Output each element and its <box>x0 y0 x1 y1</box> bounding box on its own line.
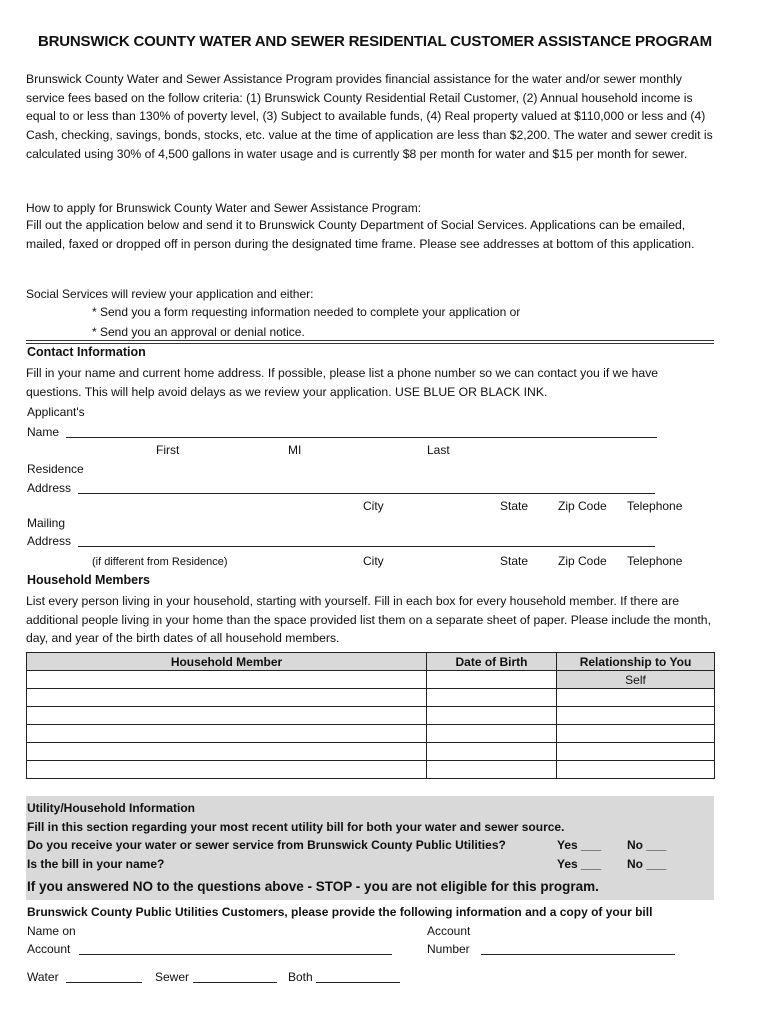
state-label: State <box>500 499 529 513</box>
dob-cell[interactable] <box>427 671 557 689</box>
name-on-account-field[interactable] <box>79 954 392 955</box>
dob-cell[interactable] <box>427 725 557 743</box>
page-title: BRUNSWICK COUNTY WATER AND SEWER RESIDENTIAL CUSTOMER ASSISTANCE PROGRAM <box>38 33 712 50</box>
utility-instruction: Fill in this section regarding your most recent utility bill for both your water and sewer source. <box>27 820 565 834</box>
relationship-cell[interactable] <box>557 743 715 761</box>
zip-label: Zip Code <box>558 499 607 513</box>
both-label: Both <box>288 970 313 984</box>
sewer-field[interactable] <box>193 982 277 983</box>
name-on-account-label: Account <box>27 942 71 956</box>
household-table <box>26 652 715 779</box>
how-to-heading: How to apply for Brunswick County Water and Sewer Assistance Program: <box>26 201 422 215</box>
member-cell[interactable] <box>27 707 427 725</box>
member-cell[interactable] <box>27 689 427 707</box>
zip-label: Zip Code <box>558 554 607 568</box>
divider <box>26 343 714 344</box>
mailing-label: Address <box>27 534 72 548</box>
column-header: Household Member <box>27 653 427 671</box>
relationship-cell[interactable] <box>557 761 715 779</box>
q2-no[interactable]: No ___ <box>627 857 667 871</box>
residence-label: Address <box>27 481 72 495</box>
member-cell[interactable] <box>27 761 427 779</box>
city-label: City <box>363 499 384 513</box>
table-row <box>27 689 715 707</box>
review-item-1: * Send you a form requesting information needed to complete your application or <box>92 305 521 319</box>
applicant-name-field[interactable] <box>66 437 657 438</box>
utility-heading: Utility/Household Information <box>27 801 195 815</box>
member-cell[interactable] <box>27 743 427 761</box>
residence-label: Residence <box>27 462 84 476</box>
relationship-cell: Self <box>557 671 715 689</box>
review-heading: Social Services will review your application and either: <box>26 287 314 301</box>
name-on-account-label: Name on <box>27 924 76 938</box>
stop-notice: If you answered NO to the questions above - STOP - you are not eligible for this program. <box>27 879 599 894</box>
household-text: List every person living in your household, starting with yourself. Fill in each box for every household member. If there are additional people living in your home than the space provided list them on a separate sheet of paper. Please include the month, day, and year of the birth dates of all household members. <box>26 594 711 646</box>
relationship-cell[interactable] <box>557 707 715 725</box>
account-number-label: Account <box>427 924 471 938</box>
column-header: Relationship to You <box>557 653 715 671</box>
mailing-note: (if different from Residence) <box>92 556 228 568</box>
water-label: Water <box>27 970 59 984</box>
intro-paragraph: Brunswick County Water and Sewer Assistance Program provides financial assistance for the water and/or sewer monthly service fees based on the follow criteria: (1) Brunswick County Residential Retail Customer, (2) Annual household income is equal to or less than 130% of poverty level, (3) Subject to available funds, (4) Real property valued at $110,000 or less and (4) Cash, checking, savings, bonds, stocks, etc. value at the time of application are less than $2,200. The water and sewer credit is calculated using 30% of 4,500 gallons in water usage and is currently $8 per month for water and $15 per month for sewer. <box>26 72 713 161</box>
contact-text: Fill in your name and current home address. If possible, please list a phone number so we can contact you if we have questions. This will help avoid delays as we review your application. USE BLUE OR BLACK INK. <box>26 366 659 399</box>
table-row <box>27 761 715 779</box>
relationship-cell[interactable] <box>557 725 715 743</box>
account-number-label: Number <box>427 942 470 956</box>
dob-cell[interactable] <box>427 743 557 761</box>
telephone-label: Telephone <box>627 499 683 513</box>
review-item-2: * Send you an approval or denial notice. <box>92 325 305 339</box>
customers-heading: Brunswick County Public Utilities Customers, please provide the following information and a copy of your bill <box>27 905 653 919</box>
q1-yes[interactable]: Yes ___ <box>557 838 602 852</box>
table-row <box>27 725 715 743</box>
dob-cell[interactable] <box>427 689 557 707</box>
dob-cell[interactable] <box>427 761 557 779</box>
applicant-label: Applicant's <box>27 405 85 419</box>
utility-question-2: Is the bill in your name? <box>27 857 165 871</box>
telephone-label: Telephone <box>627 554 683 568</box>
applicant-label: Name <box>27 425 60 439</box>
household-heading: Household Members <box>27 573 150 587</box>
sewer-label: Sewer <box>155 970 190 984</box>
member-cell[interactable] <box>27 725 427 743</box>
divider <box>26 340 714 341</box>
q1-no[interactable]: No ___ <box>627 838 667 852</box>
contact-heading: Contact Information <box>27 345 146 359</box>
relationship-cell[interactable] <box>557 689 715 707</box>
both-field[interactable] <box>316 982 400 983</box>
table-row <box>27 671 715 689</box>
state-label: State <box>500 554 529 568</box>
table-row <box>27 707 715 725</box>
dob-cell[interactable] <box>427 707 557 725</box>
residence-address-field[interactable] <box>78 493 655 494</box>
table-row <box>27 743 715 761</box>
account-number-field[interactable] <box>481 954 675 955</box>
first-name-label: First <box>156 443 180 457</box>
mailing-address-field[interactable] <box>78 546 655 547</box>
utility-question-1: Do you receive your water or sewer service from Brunswick County Public Utilities? <box>27 838 506 852</box>
city-label: City <box>363 554 384 568</box>
how-to-text: Fill out the application below and send it to Brunswick County Department of Social Services. Applications can be emailed, mailed, faxed or dropped off in person during the designated time frame. Please see addresses at bottom of this application. <box>26 218 695 251</box>
mi-label: MI <box>288 443 302 457</box>
q2-yes[interactable]: Yes ___ <box>557 857 602 871</box>
column-header: Date of Birth <box>427 653 557 671</box>
mailing-label: Mailing <box>27 516 66 530</box>
water-field[interactable] <box>66 982 142 983</box>
member-cell[interactable] <box>27 671 427 689</box>
last-name-label: Last <box>427 443 450 457</box>
